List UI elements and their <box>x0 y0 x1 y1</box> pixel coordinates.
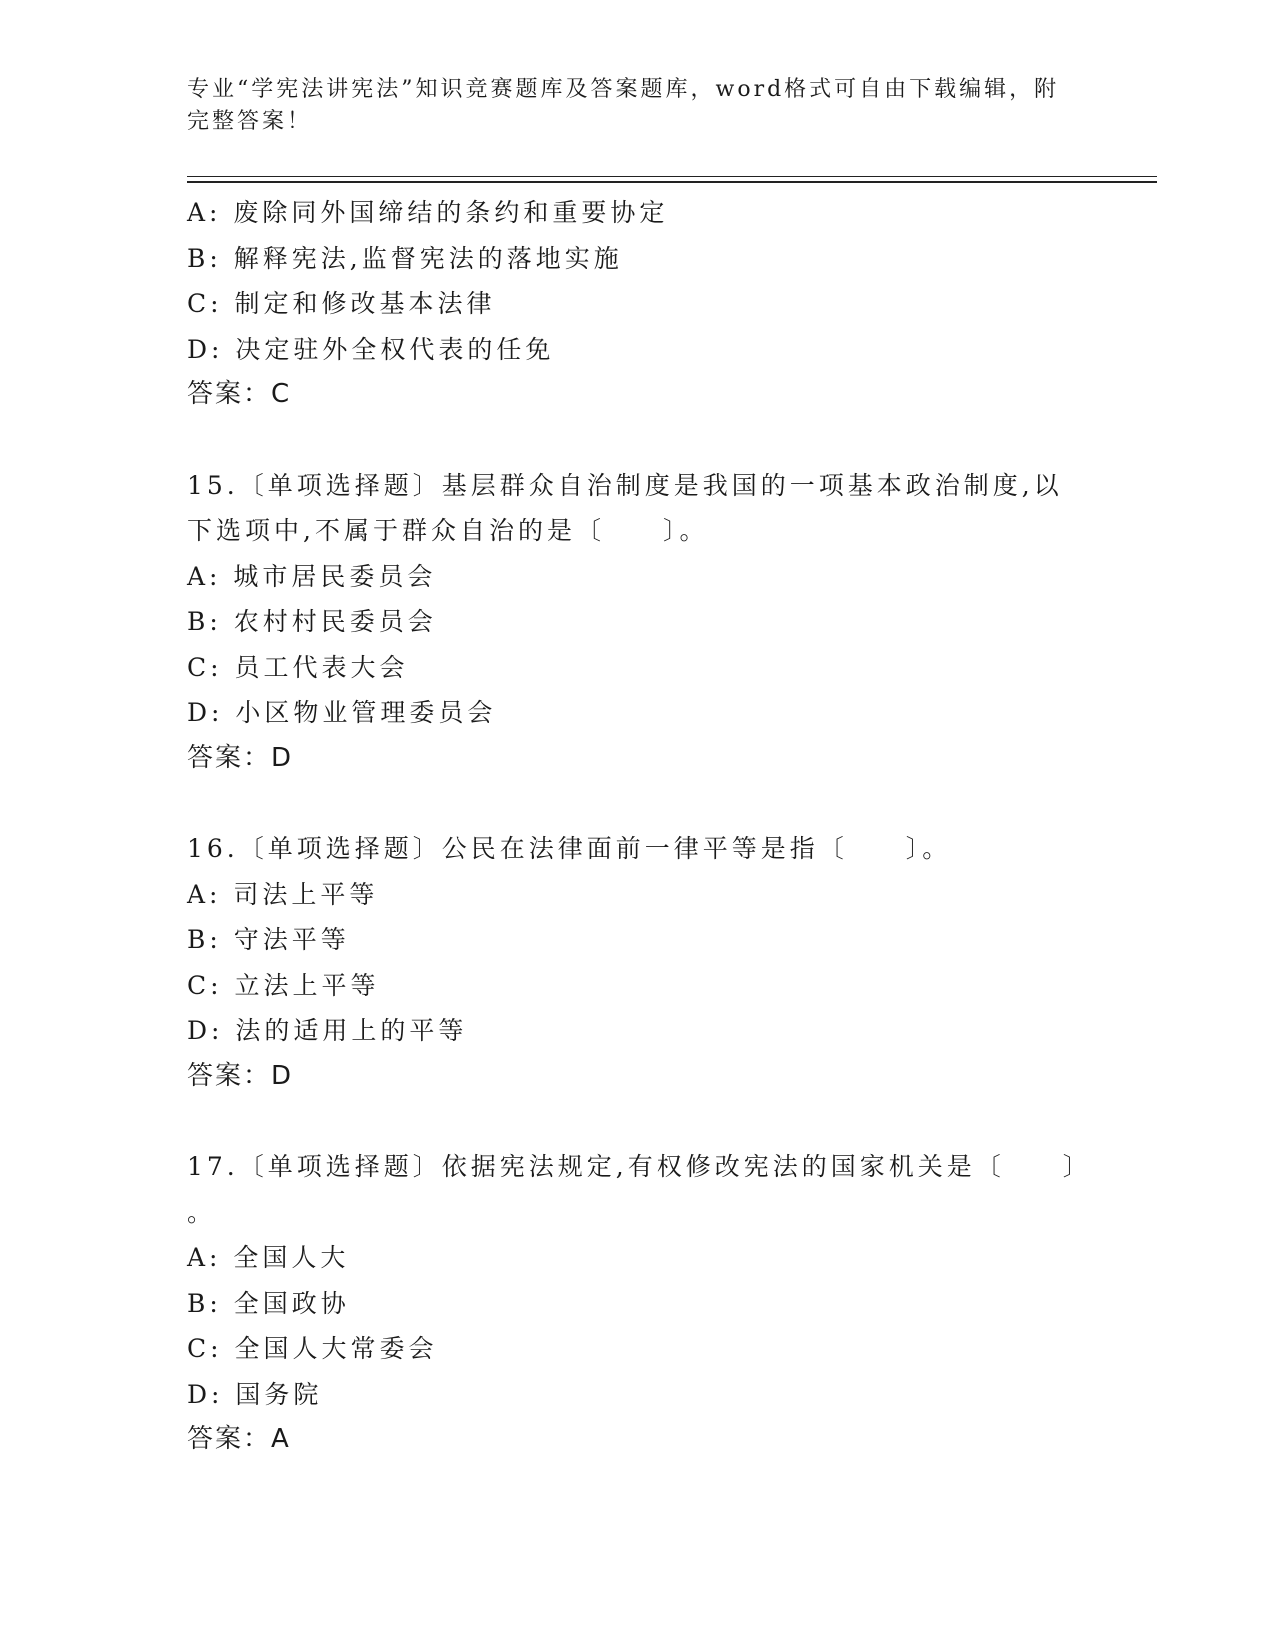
option-c: C: 制定和修改基本法律 <box>187 289 496 318</box>
header-line-1: 专业“学宪法讲宪法”知识竞赛题库及答案题库，word格式可自由下载编辑，附 <box>187 77 1060 102</box>
option-b: B: 农村村民委员会 <box>187 607 437 636</box>
option-a: A: 全国人大 <box>187 1243 350 1272</box>
option-d: D: 法的适用上的平等 <box>187 1016 468 1045</box>
answer: 答案：A <box>187 1424 291 1454</box>
document-header <box>187 74 1087 138</box>
option-b: B: 解释宪法,监督宪法的落地实施 <box>187 243 623 273</box>
question-stem-line-1: 16.〔单项选择题〕公民在法律面前一律平等是指〔 〕。 <box>187 834 952 863</box>
answer: 答案：C <box>187 379 292 409</box>
header-line-2: 完整答案！ <box>187 109 313 134</box>
option-c: C: 立法上平等 <box>187 970 380 1000</box>
header-divider <box>187 176 1157 183</box>
option-c: C: 员工代表大会 <box>187 652 409 682</box>
question-17 <box>187 1144 1092 1463</box>
option-d: D: 小区物业管理委员会 <box>187 698 497 727</box>
question-stem-line-1: 15.〔单项选择题〕基层群众自治制度是我国的一项基本政治制度,以 <box>187 470 1063 500</box>
question-14-continued <box>187 190 1067 418</box>
question-stem-line-2: 下选项中,不属于群众自治的是〔 〕。 <box>187 516 709 545</box>
option-a: A: 城市居民委员会 <box>187 561 437 591</box>
question-stem-line-2: 。 <box>187 1197 217 1227</box>
answer: 答案：D <box>187 1060 294 1091</box>
question-stem-line-1: 17.〔单项选择题〕依据宪法规定,有权修改宪法的国家机关是〔 〕 <box>187 1152 1092 1181</box>
answer: 答案：D <box>187 742 294 773</box>
option-b: B: 全国政协 <box>187 1288 350 1318</box>
question-15 <box>187 463 1067 782</box>
option-d: D: 决定驻外全权代表的任免 <box>187 334 555 364</box>
option-a: A: 司法上平等 <box>187 879 379 909</box>
option-a: A: 废除同外国缔结的条约和重要协定 <box>187 198 669 227</box>
option-c: C: 全国人大常委会 <box>187 1334 438 1363</box>
option-d: D: 国务院 <box>187 1379 323 1409</box>
question-16 <box>187 826 1067 1099</box>
question-list <box>187 190 1092 1463</box>
option-b: B: 守法平等 <box>187 925 350 954</box>
